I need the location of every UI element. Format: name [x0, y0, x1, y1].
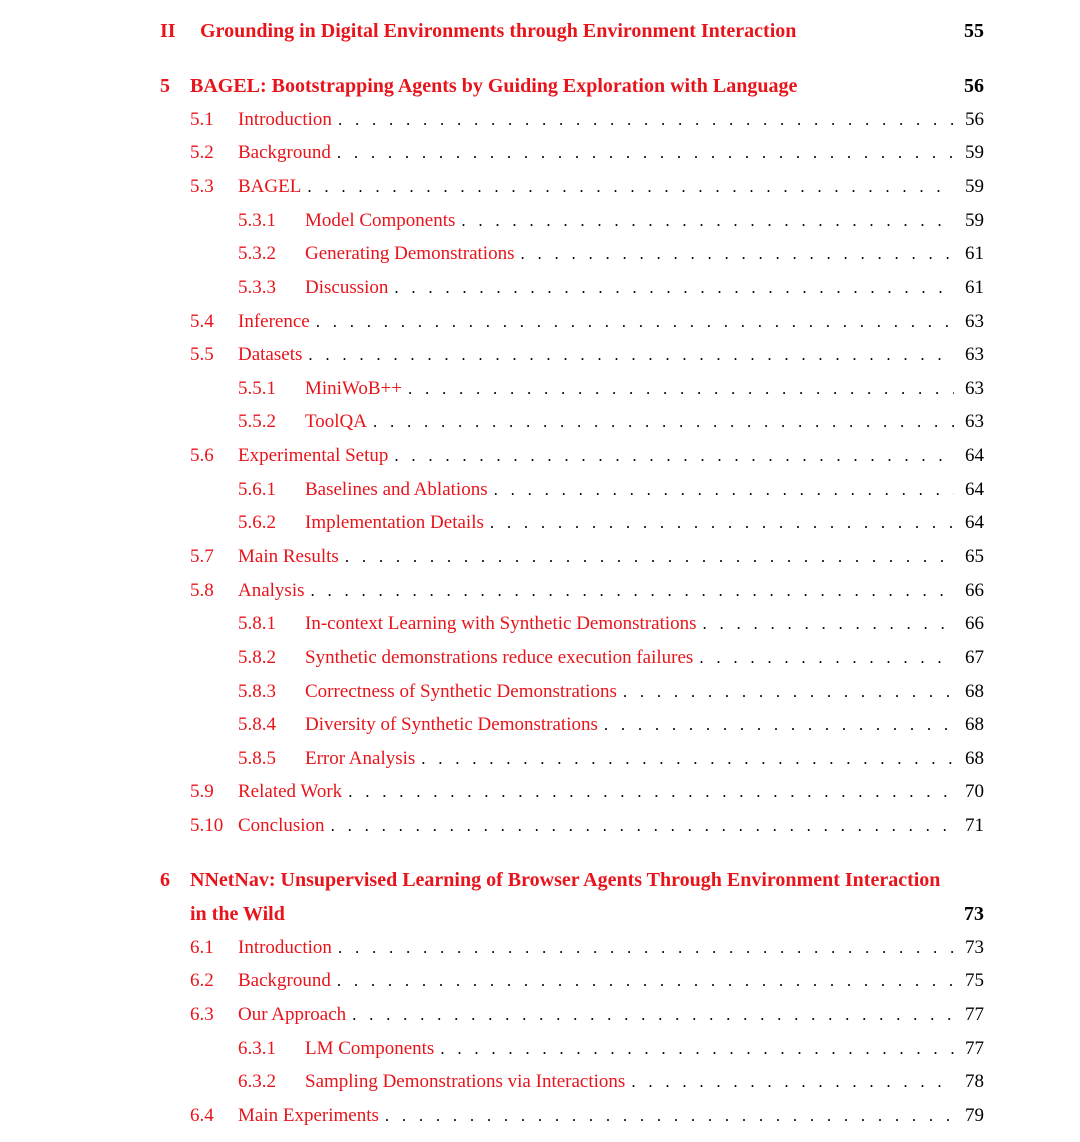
toc-page-number: 59 [965, 210, 984, 231]
dot-leader [338, 110, 954, 130]
toc-number[interactable]: 6.3.1 [238, 1038, 276, 1059]
toc-entry-5-3-2[interactable] [238, 243, 984, 275]
toc-title[interactable]: BAGEL [238, 176, 302, 197]
toc-page-number: 63 [965, 411, 984, 432]
toc-entry-6-1[interactable] [190, 937, 984, 969]
toc-entry-5-8-3[interactable] [238, 681, 984, 713]
toc-page-number: 65 [965, 546, 984, 567]
toc-number[interactable]: 5.6.1 [238, 479, 276, 500]
toc-number[interactable]: II [160, 20, 176, 42]
toc-entry-5-6[interactable] [190, 445, 984, 477]
toc-page-number: 79 [965, 1105, 984, 1126]
toc-title[interactable]: Related Work [238, 781, 343, 802]
dot-leader [699, 648, 954, 668]
toc-page-number: 73 [965, 937, 984, 958]
dot-leader [394, 446, 954, 466]
dot-leader [440, 1039, 954, 1059]
toc-number[interactable]: 5.3.3 [238, 277, 276, 298]
toc-title[interactable]: Baselines and Ablations [305, 479, 488, 500]
toc-title[interactable]: Conclusion [238, 815, 325, 836]
toc-page-number: 63 [965, 344, 984, 365]
toc-number[interactable]: 5.8.3 [238, 681, 276, 702]
toc-page-number: 64 [965, 512, 984, 533]
toc-entry-6-3-2[interactable] [238, 1071, 984, 1103]
toc-page-number: 78 [965, 1071, 984, 1092]
toc-title[interactable]: Analysis [238, 580, 305, 601]
toc-number[interactable]: 5.10 [190, 815, 224, 836]
toc-title[interactable]: In-context Learning with Synthetic Demonstrations [305, 613, 697, 634]
toc-page-number: 55 [964, 20, 984, 42]
toc-page-number: 66 [965, 580, 984, 601]
toc-title[interactable]: Background [238, 142, 331, 163]
toc-title[interactable]: Main Experiments [238, 1105, 379, 1126]
dot-leader [338, 938, 954, 958]
toc-entry-5-9[interactable] [190, 781, 984, 813]
toc-title[interactable]: Datasets [238, 344, 303, 365]
dot-leader [494, 480, 954, 500]
dot-leader [331, 816, 954, 836]
dot-leader [421, 749, 954, 769]
dot-leader [490, 513, 954, 533]
toc-entry-5-1[interactable] [190, 109, 984, 141]
toc-number[interactable]: 5.8.5 [238, 748, 276, 769]
toc-title[interactable]: Main Results [238, 546, 339, 567]
dot-leader [311, 581, 955, 601]
toc-entry-5-8[interactable] [190, 580, 984, 612]
toc-entry-5-8-4[interactable] [238, 714, 984, 746]
toc-entry-6-2[interactable] [190, 970, 984, 1002]
toc-page-number: 59 [965, 142, 984, 163]
dot-leader [316, 312, 954, 332]
toc-page-number: 70 [965, 781, 984, 802]
toc-page-number: 63 [965, 311, 984, 332]
toc-title[interactable]: ToolQA [305, 411, 368, 432]
toc-number[interactable]: 5.6 [190, 445, 214, 466]
toc-page-number: 68 [965, 714, 984, 735]
toc-title[interactable]: Implementation Details [305, 512, 484, 533]
toc-entry-5-6-1[interactable] [238, 479, 984, 511]
toc-number[interactable]: 5.5 [190, 344, 214, 365]
toc-number[interactable]: 5.1 [190, 109, 214, 130]
toc-entry-cont-cont[interactable] [160, 903, 984, 935]
toc-title[interactable]: Experimental Setup [238, 445, 389, 466]
dot-leader [373, 412, 954, 432]
toc-page-number: 77 [965, 1038, 984, 1059]
toc-page-number: 66 [965, 613, 984, 634]
toc-entry-5-5-2[interactable] [238, 411, 984, 443]
toc-entry-5-10[interactable] [190, 815, 984, 847]
toc-title[interactable]: MiniWoB++ [305, 378, 402, 399]
dot-leader [307, 177, 954, 197]
dot-leader [394, 278, 954, 298]
dot-leader [352, 1005, 954, 1025]
toc-number[interactable]: 5.8.4 [238, 714, 276, 735]
toc-title[interactable]: BAGEL: Bootstrapping Agents by Guiding Exploration with Language [190, 75, 798, 97]
toc-title[interactable]: Our Approach [238, 1004, 347, 1025]
toc-number[interactable]: 5.3 [190, 176, 214, 197]
toc-page-number: 61 [965, 243, 984, 264]
toc-entry-II[interactable] [160, 20, 984, 52]
dot-leader [348, 782, 954, 802]
toc-number[interactable]: 6.3.2 [238, 1071, 276, 1092]
toc-title[interactable]: Grounding in Digital Environments through Environment Interaction [200, 20, 797, 42]
toc-page-number: 75 [965, 970, 984, 991]
toc-number[interactable]: 5.2 [190, 142, 214, 163]
toc-title[interactable]: in the Wild [190, 903, 285, 925]
toc-title[interactable]: Introduction [238, 109, 332, 130]
toc-entry-5-8-2[interactable] [238, 647, 984, 679]
toc-number[interactable]: 5.5.1 [238, 378, 276, 399]
toc-number[interactable]: 5.4 [190, 311, 214, 332]
toc-entry-6-3[interactable] [190, 1004, 984, 1036]
toc-title[interactable]: Correctness of Synthetic Demonstrations [305, 681, 617, 702]
dot-leader [308, 345, 954, 365]
dot-leader [385, 1106, 954, 1126]
toc-page-number: 77 [965, 1004, 984, 1025]
toc-number[interactable]: 5.8 [190, 580, 214, 601]
toc-entry-5-5-1[interactable] [238, 378, 984, 410]
toc-page-number: 64 [965, 479, 984, 500]
toc-title[interactable]: NNetNav: Unsupervised Learning of Browser Agents Through Environment Interaction [190, 869, 941, 891]
dot-leader [408, 379, 954, 399]
toc-title[interactable]: Generating Demonstrations [305, 243, 515, 264]
toc-page-number: 63 [965, 378, 984, 399]
dot-leader [520, 244, 954, 264]
toc-page-number: 56 [965, 109, 984, 130]
toc-number[interactable]: 5.3.2 [238, 243, 276, 264]
toc-entry-5[interactable] [160, 75, 984, 107]
toc-title[interactable]: Synthetic demonstrations reduce execution failures [305, 647, 694, 668]
toc-title[interactable]: Introduction [238, 937, 332, 958]
toc-entry-5-8-5[interactable] [238, 748, 984, 780]
toc-number[interactable]: 5.8.2 [238, 647, 276, 668]
dot-leader [345, 547, 954, 567]
toc-number[interactable]: 5.5.2 [238, 411, 276, 432]
dot-leader [337, 143, 954, 163]
toc-page-number: 61 [965, 277, 984, 298]
dot-leader [604, 715, 954, 735]
toc-entry-5-6-2[interactable] [238, 512, 984, 544]
toc-entry-5-7[interactable] [190, 546, 984, 578]
toc-page-number: 64 [965, 445, 984, 466]
toc-page-number: 68 [965, 681, 984, 702]
toc-number[interactable]: 6.4 [190, 1105, 214, 1126]
dot-leader [631, 1072, 954, 1092]
toc-title[interactable]: LM Components [305, 1038, 435, 1059]
toc-entry-5-3[interactable] [190, 176, 984, 208]
toc-page-number: 73 [964, 903, 984, 925]
toc-number[interactable]: 5.6.2 [238, 512, 276, 533]
toc-entry-6[interactable] [160, 869, 984, 901]
toc-number[interactable]: 5 [160, 75, 170, 97]
toc-title[interactable]: Error Analysis [305, 748, 416, 769]
toc-title[interactable]: Model Components [305, 210, 456, 231]
toc-entry-5-3-3[interactable] [238, 277, 984, 309]
toc-page-number: 59 [965, 176, 984, 197]
toc-title[interactable]: Discussion [305, 277, 389, 298]
toc-page-number: 68 [965, 748, 984, 769]
dot-leader [703, 614, 954, 634]
toc-entry-5-5[interactable] [190, 344, 984, 376]
toc-entry-6-3-1[interactable] [238, 1038, 984, 1070]
toc-page-number: 56 [964, 75, 984, 97]
toc-number[interactable]: 5.9 [190, 781, 214, 802]
toc-title[interactable]: Inference [238, 311, 310, 332]
dot-leader [337, 971, 954, 991]
toc-number[interactable]: 5.3.1 [238, 210, 276, 231]
dot-leader [461, 211, 954, 231]
toc-number[interactable]: 6.2 [190, 970, 214, 991]
dot-leader [623, 682, 954, 702]
toc-number[interactable]: 6.3 [190, 1004, 214, 1025]
toc-entry-6-4[interactable] [190, 1105, 984, 1137]
toc-entry-5-4[interactable] [190, 311, 984, 343]
toc-number[interactable]: 5.7 [190, 546, 214, 567]
toc-entry-5-2[interactable] [190, 142, 984, 174]
toc-entry-5-3-1[interactable] [238, 210, 984, 242]
toc-number[interactable]: 5.8.1 [238, 613, 276, 634]
toc-title[interactable]: Sampling Demonstrations via Interactions [305, 1071, 626, 1092]
toc-title[interactable]: Background [238, 970, 331, 991]
toc-number[interactable]: 6 [160, 869, 170, 891]
toc-page-number: 67 [965, 647, 984, 668]
toc-title[interactable]: Diversity of Synthetic Demonstrations [305, 714, 598, 735]
toc-number[interactable]: 6.1 [190, 937, 214, 958]
toc-entry-5-8-1[interactable] [238, 613, 984, 645]
toc-page-number: 71 [965, 815, 984, 836]
